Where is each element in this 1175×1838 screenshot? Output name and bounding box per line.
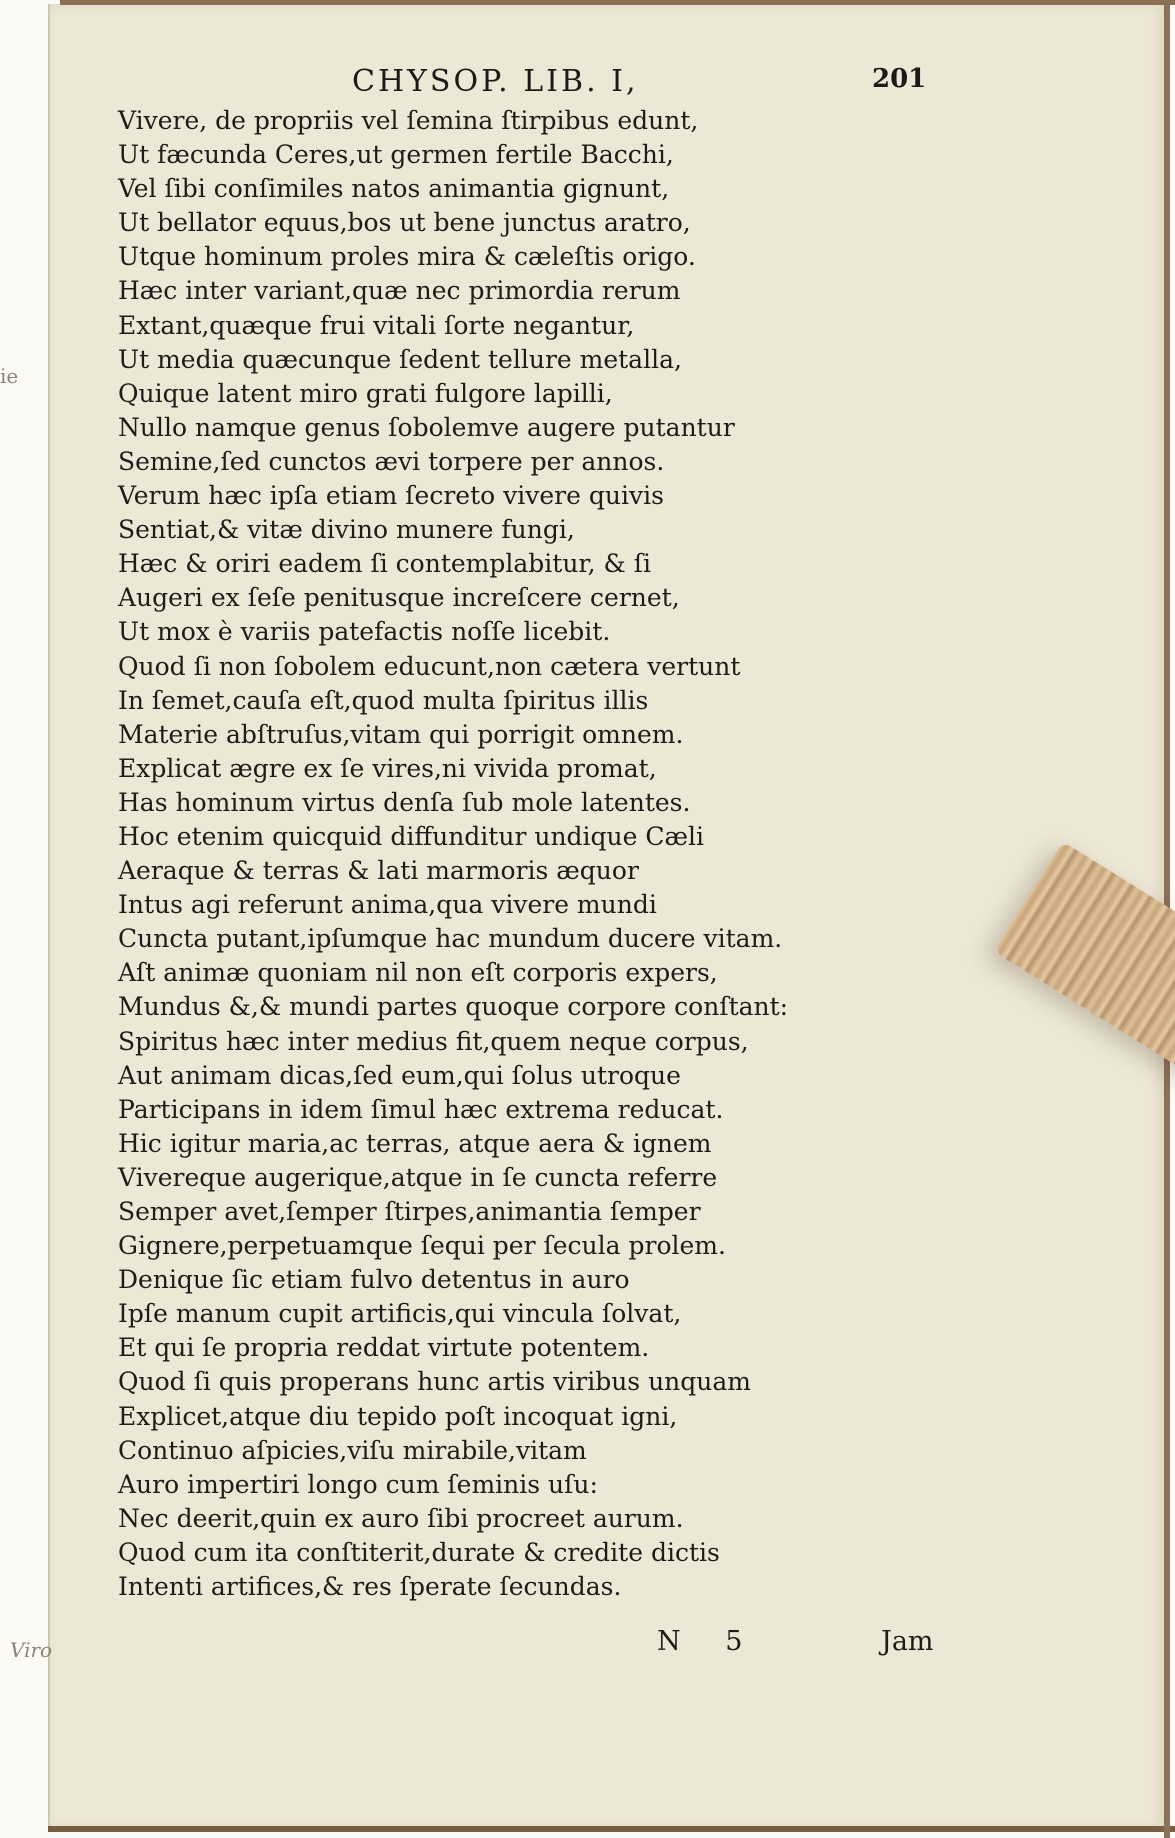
verse-line: Spiritus hæc inter medius fit,quem neque corpus, — [118, 1026, 749, 1056]
verse-line: Denique ſic etiam fulvo detentus in auro — [118, 1265, 630, 1295]
verse-line: Nullo namque genus ſobolemve augere putantur — [118, 412, 735, 442]
verse-line: Quod ſi non ſobolem educunt,non cætera vertunt — [118, 651, 741, 681]
verse-line: Mundus &,& mundi partes quoque corpore conſtant: — [118, 992, 789, 1022]
verse-line: Ut bellator equus,bos ut bene junctus aratro, — [118, 208, 691, 238]
verse-line: Continuo aſpicies,viſu mirabile,vitam — [118, 1435, 587, 1465]
verse-line: Auro impertiri longo cum ſeminis uſu: — [118, 1469, 598, 1499]
verse-line: Aſt animæ quoniam nil non eſt corporis expers, — [118, 958, 718, 988]
verse-line: Vel ſibi conſimiles natos animantia gignunt, — [118, 174, 670, 204]
verse-line: Explicet,atque diu tepido poſt incoquat igni, — [118, 1401, 678, 1431]
verse-line: Augeri ex ſeſe penitusque increſcere cernet, — [118, 583, 680, 613]
verse-line: Intus agi referunt anima,qua vivere mundi — [118, 890, 657, 920]
verse-line: Hæc & oriri eadem ſi contemplabitur, & ſi — [118, 549, 651, 579]
verse-line: Hic igitur maria,ac terras, atque aera & ignem — [118, 1128, 712, 1158]
verse-line: Quique latent miro grati fulgore lapilli, — [118, 378, 613, 408]
verse-line: Nec deerit,quin ex auro ſibi procreet aurum. — [118, 1503, 684, 1533]
catchword: Jam — [881, 1626, 934, 1657]
page-bottom-edge — [48, 1826, 1175, 1832]
verse-line: Extant,quæque frui vitali ſorte negantur, — [118, 310, 635, 340]
verse-line: Has hominum virtus denſa ſub mole latentes. — [118, 787, 691, 817]
verse-line: Utque hominum proles mira & cæleſtis origo. — [118, 242, 696, 272]
verse-line: Verum hæc ipſa etiam ſecreto vivere quivis — [118, 481, 664, 511]
verse-line: Explicat ægre ex ſe vires,ni vivida promat, — [118, 753, 657, 783]
verse-line: Cuncta putant,ipſumque hac mundum ducere vitam. — [118, 924, 783, 954]
verse-line: Vivereque augerique,atque in ſe cuncta referre — [118, 1162, 718, 1192]
signature-mark: N 5 — [657, 1626, 761, 1657]
page-number: 201 — [872, 64, 927, 94]
verse-line: Semine,ſed cunctos ævi torpere per annos. — [118, 446, 665, 476]
verse-line: Semper avet,ſemper ſtirpes,animantia ſemper — [118, 1197, 701, 1226]
verse-line: Gignere,perpetuamque ſequi per ſecula prolem. — [118, 1231, 726, 1261]
verse-line: Sentiat,& vitæ divino munere fungi, — [118, 515, 575, 545]
margin-fragment-top: ie — [0, 364, 19, 388]
verse-line: Intenti artifices,& res ſperate ſecundas. — [118, 1572, 622, 1602]
verse-line: Hæc inter variant,quæ nec primordia rerum — [118, 276, 681, 306]
verse-line: Ipſe manum cupit artificis,qui vincula ſolvat, — [118, 1299, 682, 1329]
verse-line: Hoc etenim quicquid diffunditur undique Cæli — [118, 821, 705, 851]
running-head: CHYSOP. LIB. I, — [352, 64, 639, 99]
verse-line: In ſemet,cauſa eſt,quod multa ſpiritus illis — [118, 685, 649, 715]
verse-line: Vivere, de propriis vel ſemina ſtirpibus edunt, — [118, 106, 699, 135]
verse-line: Et qui ſe propria reddat virtute potentem. — [118, 1333, 650, 1363]
verse-line: Quod cum ita conſtiterit,durate & credite dictis — [118, 1537, 720, 1567]
verse-line: Ut media quæcunque ſedent tellure metalla, — [118, 344, 682, 374]
verse-line: Aeraque & terras & lati marmoris æquor — [118, 856, 639, 886]
verse-line: Materie abſtruſus,vitam qui porrigit omnem. — [118, 719, 684, 749]
verse-line: Ut fæcunda Ceres,ut germen fertile Bacchi, — [118, 140, 674, 170]
verse-text-block — [118, 104, 938, 1604]
page-top-edge — [60, 0, 1175, 5]
verse-line: Participans in idem ſimul hæc extrema reducat. — [118, 1094, 724, 1124]
margin-fragment-bottom: Viro — [10, 1638, 53, 1662]
verse-line: Aut animam dicas,ſed eum,qui ſolus utroque — [118, 1060, 681, 1090]
verse-line: Quod ſi quis properans hunc artis viribus unquam — [118, 1367, 751, 1397]
verse-line: Ut mox è variis patefactis noſſe licebit. — [118, 617, 611, 647]
